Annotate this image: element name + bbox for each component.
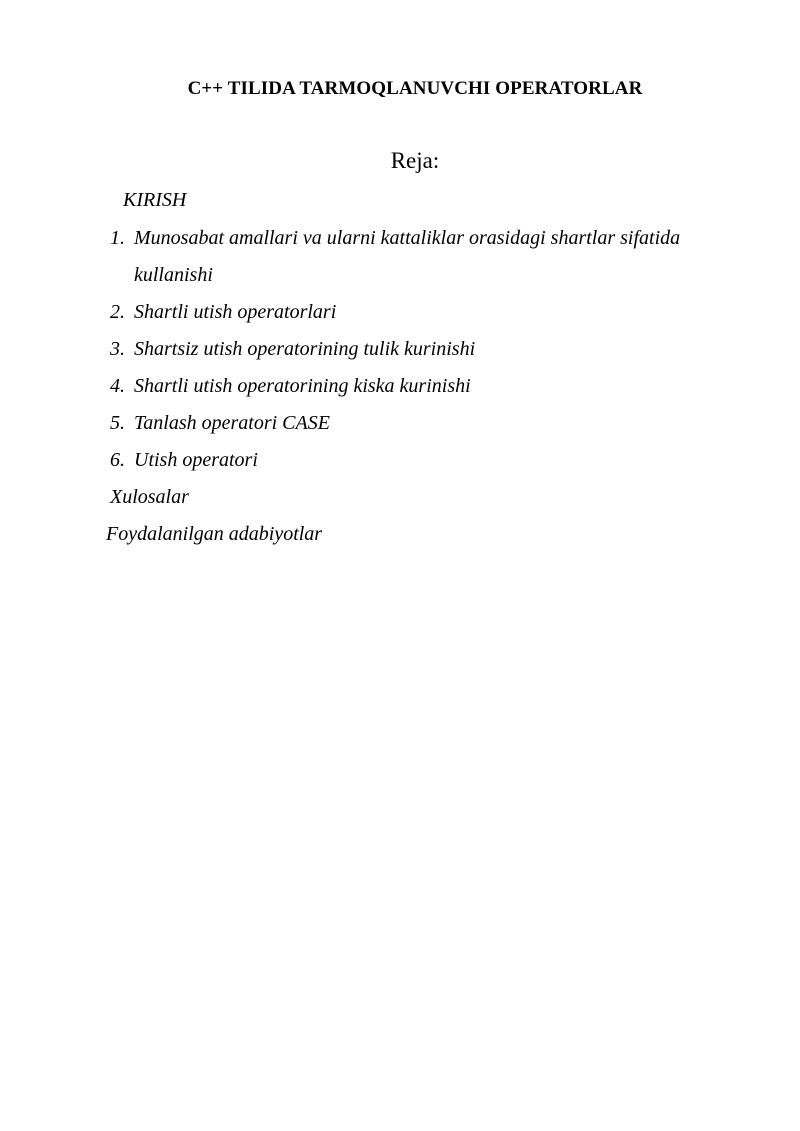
toc-item-number: 1.	[110, 227, 125, 249]
toc-item-text: Munosabat amallari va ularni kattaliklar orasidagi shartlar sifatida	[134, 227, 681, 249]
toc-item-number: 4.	[110, 375, 125, 397]
toc-item-text: Shartli utish operatorining kiska kurinishi	[134, 375, 471, 397]
toc-item-number: 2.	[110, 301, 125, 323]
toc-item-number: 6.	[110, 449, 125, 471]
toc-intro: KIRISH	[123, 189, 187, 211]
toc-item-number: 5.	[110, 412, 125, 434]
document-title: C++ TILIDA TARMOQLANUVCHI OPERATORLAR	[187, 78, 643, 99]
toc-item-continuation: kullanishi	[134, 264, 213, 286]
toc-item-text: Tanlash operatori CASE	[134, 412, 330, 434]
toc-conclusions: Xulosalar	[110, 486, 189, 508]
toc-item-text: Shartsiz utish operatorining tulik kurinishi	[134, 338, 476, 360]
toc-item-text: Shartli utish operatorlari	[134, 301, 337, 323]
toc-references: Foydalanilgan adabiyotlar	[106, 523, 323, 545]
toc-item-text: Utish operatori	[134, 449, 258, 471]
plan-heading: Reja:	[390, 148, 440, 173]
toc-item-number: 3.	[110, 338, 125, 360]
